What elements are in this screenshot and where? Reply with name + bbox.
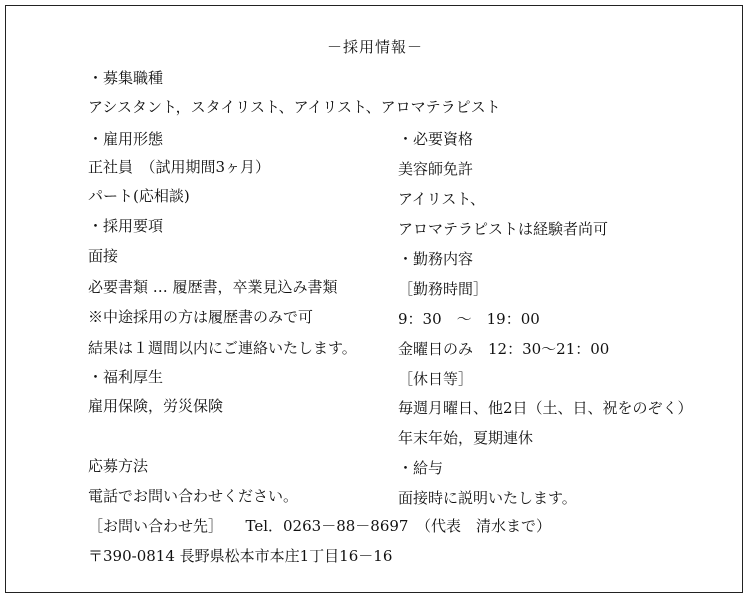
- hours-label: ［勤務時間］: [398, 280, 489, 298]
- contact-info: ［お問い合わせ先］ Tel．0263－88－8697 （代表 清水まで）: [88, 517, 551, 535]
- holidays-weekly: 毎週月曜日、他2日（土、日、祝をのぞく）: [398, 399, 693, 417]
- apply-heading: 応募方法: [88, 457, 149, 475]
- job-types-text: アシスタント，スタイリスト、アイリスト、アロマテラピスト: [88, 98, 501, 116]
- salary-note: 面接時に説明いたします。: [398, 489, 577, 507]
- recruit-heading: ・採用要項: [88, 217, 164, 235]
- duties-heading: ・勤務内容: [398, 250, 474, 268]
- job-types-heading: ・募集職種: [88, 69, 164, 87]
- recruit-documents: 必要書類 … 履歴書，卒業見込み書類: [88, 278, 338, 296]
- employment-parttime: パート(応相談): [88, 187, 190, 205]
- apply-phone-note: 電話でお問い合わせください。: [88, 487, 299, 505]
- employment-heading: ・雇用形態: [88, 130, 164, 148]
- recruit-result-note: 結果は１週間以内にご連絡いたします。: [88, 339, 357, 357]
- welfare-insurance: 雇用保険，労災保険: [88, 397, 224, 415]
- qualification-eyelist: アイリスト、: [398, 190, 486, 208]
- recruit-midcareer-note: ※中途採用の方は履歴書のみで可: [88, 308, 314, 326]
- qualification-aroma: アロマテラピストは経験者尚可: [398, 220, 609, 238]
- qualification-license: 美容師免許: [398, 160, 474, 178]
- recruit-interview: 面接: [88, 247, 119, 265]
- welfare-heading: ・福利厚生: [88, 368, 164, 386]
- holidays-label: ［休日等］: [398, 370, 474, 388]
- page-title: －採用情報－: [326, 38, 423, 56]
- address: 〒390-0814 長野県松本市本庄1丁目16－16: [88, 547, 393, 565]
- qualification-heading: ・必要資格: [398, 130, 474, 148]
- employment-fulltime: 正社員 （試用期間3ヶ月）: [88, 158, 271, 176]
- holidays-seasonal: 年末年始，夏期連休: [398, 429, 534, 447]
- hours-friday: 金曜日のみ 12：30～21：00: [398, 340, 610, 358]
- salary-heading: ・給与: [398, 459, 444, 477]
- hours-regular: 9：30 ～ 19：00: [398, 310, 540, 328]
